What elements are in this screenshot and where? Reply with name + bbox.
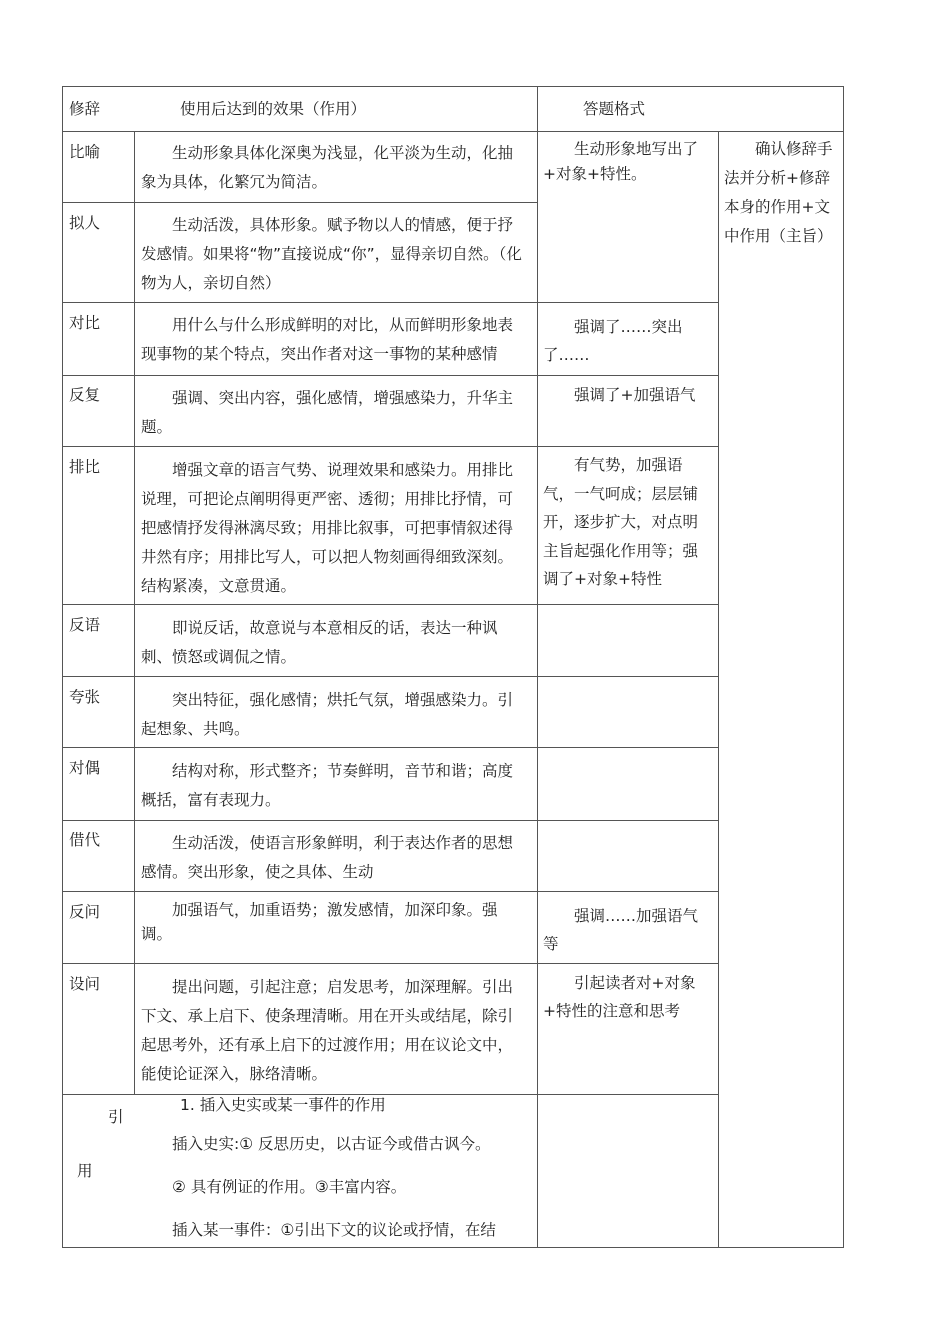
effect-rhetorical-question: 加强语气，加重语势；激发感情，加深印象。强调。 [141,901,498,943]
header-effect: 使用后达到的效果（作用） [180,100,367,118]
format-hypophora: 引起读者对+对象+特性的注意和思考 [543,974,696,1020]
effect-repetition: 强调、突出内容，强化感情，增强感染力，升华主题。 [141,389,514,436]
row-label-rhetorical-question: 反问 [69,903,101,921]
effect-hypophora: 提出问题，引起注意；启发思考，加深理解。引出下文、承上启下、使条理清晰。用在开头或结尾，除引起思考外，还有承上启下的过渡作用；用在议论文中，能使论证深入，脉络清晰。 [141,978,514,1083]
header-rhetoric: 修辞 [69,100,101,118]
format-repetition: 强调了+加强语气 [574,386,696,404]
row-label-metonymy: 借代 [69,831,101,849]
effect-antithesis: 结构对称，形式整齐；节奏鲜明，音节和谐；高度概括，富有表现力。 [141,762,514,809]
table-rule [62,820,718,821]
side-note: 确认修辞手法并分析+修辞本身的作用+文中作用（主旨） [724,140,833,245]
table-border-left [62,86,63,1248]
table-rule [62,131,844,132]
table-rule [62,302,718,303]
row-label-antithesis: 对偶 [69,759,101,777]
effect-simile: 生动形象具体化深奥为浅显，化平淡为生动，化抽象为具体，化繁冗为简洁。 [141,144,514,191]
citation-body: 插入史实:① 反思历史，以古证今或借古讽今。 ② 具有例证的作用。③丰富内容。 插入某一事件：①引出下文的议论或抒情，在结 [172,1135,496,1239]
header-answer-format: 答题格式 [583,100,646,118]
table-rule [62,963,718,964]
row-label-parallelism: 排比 [69,458,101,476]
row-label-simile: 比喻 [69,143,101,161]
row-label-personification: 拟人 [69,214,101,232]
table-border-bottom [62,1247,844,1248]
table-rule [62,747,718,748]
citation-heading: 1. 插入史实或某一事件的作用 [180,1096,386,1114]
row-label-citation-part2: 用 [77,1162,93,1180]
format-contrast: 强调了……突出了…… [543,318,683,364]
row-label-citation-part1: 引 [108,1108,124,1126]
table-rule [62,446,718,447]
table-rule [62,375,718,376]
table-border-right [843,86,844,1248]
effect-parallelism: 增强文章的语言气势、说理效果和感染力。用排比说理，可把论点阐明得更严密、透彻；用排比抒情，可把感情抒发得淋漓尽致；用排比叙事，可把事情叙述得井然有序；用排比写人，可以把人物刻画得细致深刻。结构紧凑，文意贯通。 [141,461,514,595]
row-label-hyperbole: 夸张 [69,688,101,706]
effect-contrast: 用什么与什么形成鲜明的对比，从而鲜明形象地表现事物的某个特点，突出作者对这一事物的某种感情 [141,316,514,363]
table-border-top [62,86,844,87]
row-label-repetition: 反复 [69,386,101,404]
table-rule [62,676,718,677]
row-label-contrast: 对比 [69,314,101,332]
format-parallelism: 有气势，加强语气，一气呵成；层层铺开，逐步扩大，对点明主旨起强化作用等；强调了+对象+特性 [543,456,699,588]
format-simile-personification: 生动形象地写出了+对象+特性。 [543,140,699,183]
effect-hyperbole: 突出特征，强化感情；烘托气氛，增强感染力。引起想象、共鸣。 [141,691,514,738]
table-rule [62,891,718,892]
table-col-divider [537,86,538,1248]
table-col-divider [718,131,719,1248]
row-label-hypophora: 设问 [69,975,101,993]
effect-metonymy: 生动活泼，使语言形象鲜明，利于表达作者的思想感情。突出形象，使之具体、生动 [141,834,514,881]
effect-personification: 生动活泼，具体形象。赋予物以人的情感，便于抒发感情。如果将“物”直接说成“你”，显得亲切自然。（化物为人，亲切自然） [141,216,522,292]
format-rhetorical-question: 强调……加强语气等 [543,907,699,953]
table-rule [62,604,718,605]
table-col-divider [134,131,135,1095]
effect-irony: 即说反话，故意说与本意相反的话，表达一种讽刺、愤怒或调侃之情。 [141,619,498,666]
row-label-irony: 反语 [69,616,101,634]
